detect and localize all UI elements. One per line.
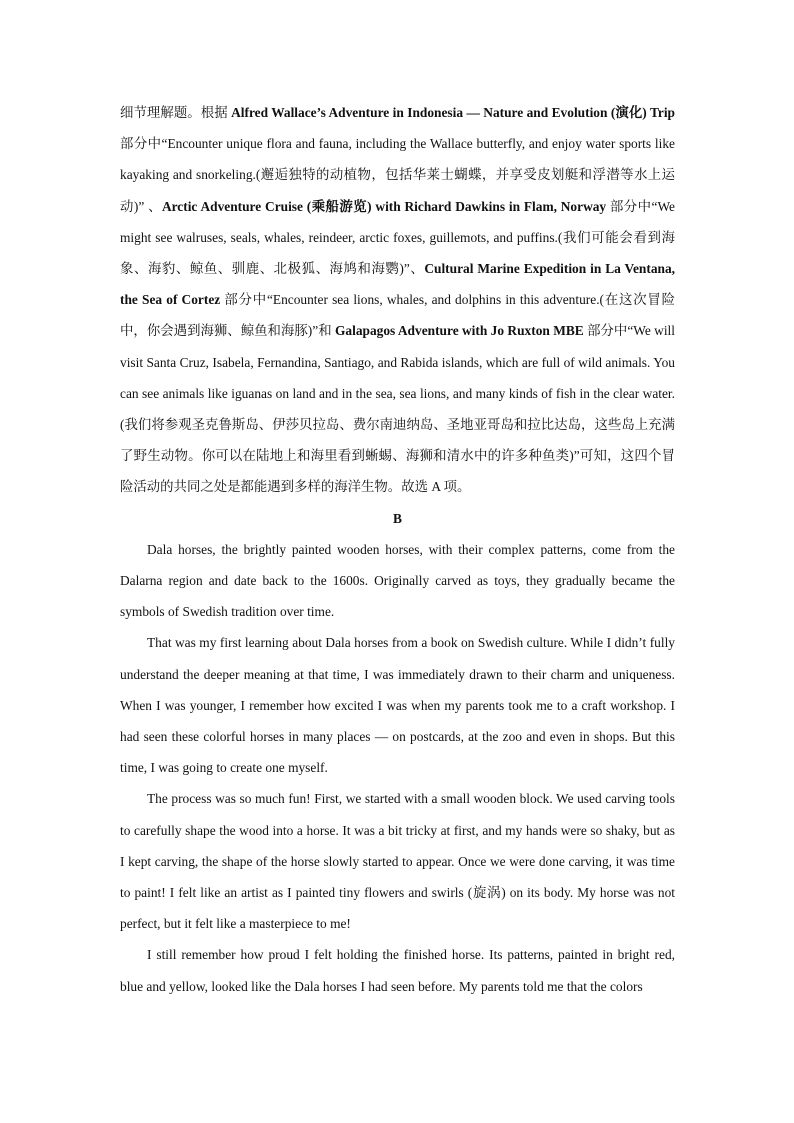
answer-analysis-paragraph — [120, 97, 675, 503]
analysis-text-2: 部分中“Encounter unique flora and fauna, including the Wallace butterfly, and enjoy water sports like kayaking and snorkeling.(邂逅独特的动植物，包括华莱士蝴蝶，并享受皮划艇和浮潜等水上运动)” 、 — [120, 136, 675, 214]
passage-paragraph-1: Dala horses, the brightly painted wooden horses, with their complex patterns, come from the Dalarna region and date back to the 1600s. Originally carved as toys, they gradually became the symbols of Swedish tradition over time. — [120, 541, 675, 620]
analysis-bold-arctic-cruise: Arctic Adventure Cruise (乘船游览) with Richard Dawkins in Flam, Norway — [161, 198, 607, 214]
section-heading: B — [393, 510, 402, 526]
document-page — [120, 97, 675, 1002]
passage-paragraph-4: I still remember how proud I felt holding the finished horse. Its patterns, painted in bright red, blue and yellow, looked like the Dala horses I had seen before. My parents told me that the colors — [120, 947, 675, 994]
analysis-bold-indonesia-trip: Alfred Wallace’s Adventure in Indonesia — Nature and Evolution (演化) Trip — [231, 105, 675, 120]
analysis-text-1: 细节理解题。根据 — [120, 105, 232, 120]
analysis-text-5: 部分中“We will visit Santa Cruz, Isabela, Fernandina, Santiago, and Rabida islands, which are full of wild animals. You can see animals like iguanas on land and in the sea, sea lions, and many kinds of fish in the clear water.(我们将参观圣克鲁斯岛、伊莎贝拉岛、费尔南迪纳岛、圣地亚哥岛和拉比达岛，这些岛上充满了野生动物。你可以在陆地上和海里看到蜥蜴、海狮和清水中的许多种鱼类)”可知，这四个冒险活动的共同之处是都能遇到多样的海洋生物。故选 A 项。 — [120, 323, 675, 495]
analysis-bold-galapagos-adventure: Galapagos Adventure with Jo Ruxton MBE — [334, 323, 584, 339]
passage-paragraph-2: That was my first learning about Dala horses from a book on Swedish culture. While I didn’t fully understand the deeper meaning at that time, I was immediately drawn to their charm and uniqueness. When I was younger, I remember how excited I was when my parents took me to a craft workshop. I had seen these colorful horses in many places — on postcards, at the zoo and even in shops. But this time, I was going to create one myself. — [120, 635, 675, 776]
analysis-text-3: 部分中“We might see walruses, seals, whales, reindeer, arctic foxes, guillemots, and puffins.(我们可能会看到海象、海豹、鲸鱼、驯鹿、北极狐、海鸠和海鹦)”、 — [120, 198, 675, 277]
passage-paragraph-3: The process was so much fun! First, we started with a small wooden block. We used carving tools to carefully shape the wood into a horse. It was a bit tricky at first, and my hands were so shaky, but as I kept carving, the shape of the horse slowly started to appear. Once we were done carving, it was time to paint! I felt like an artist as I painted tiny flowers and swirls (旋涡) on its body. My horse was not perfect, but it felt like a masterpiece to me! — [120, 791, 675, 932]
analysis-bold-marine-expedition: Cultural Marine Expedition in La Ventana, the Sea of Cortez — [120, 261, 676, 308]
analysis-text-4: 部分中“Encounter sea lions, whales, and dolphins in this adventure.(在这次冒险中，你会遇到海狮、鲸鱼和海豚)”和 — [120, 292, 675, 339]
